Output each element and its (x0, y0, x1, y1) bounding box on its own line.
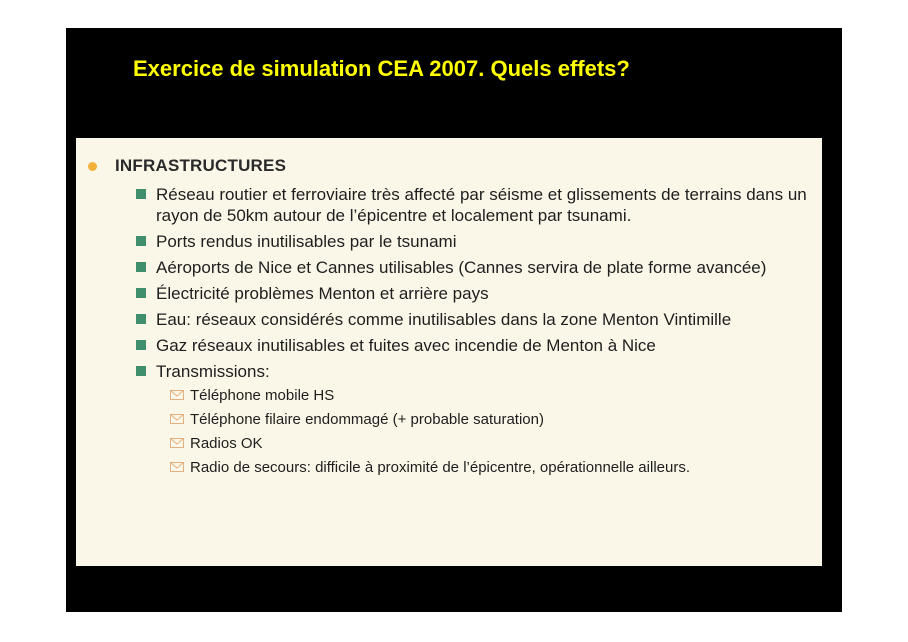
green-square-icon (136, 340, 146, 350)
list-item-text: Gaz réseaux inutilisables et fuites avec incendie de Menton à Nice (156, 336, 656, 355)
sub-list-item-text: Téléphone mobile HS (190, 387, 335, 404)
scanned-document (76, 138, 822, 566)
heading-row (88, 156, 286, 176)
list-item (136, 231, 816, 252)
green-square-icon (136, 236, 146, 246)
list-item-text: Aéroports de Nice et Cannes utilisables (Cannes servira de plate forme avancée) (156, 258, 767, 277)
list-item (136, 257, 816, 278)
envelope-icon (170, 462, 184, 472)
list-item (136, 361, 816, 477)
envelope-icon (170, 414, 184, 424)
sub-list-item (170, 386, 816, 405)
list-item-text: Transmissions: (156, 362, 270, 381)
orange-dot-icon (88, 162, 97, 171)
green-square-icon (136, 314, 146, 324)
sub-list-item-text: Radios OK (190, 435, 263, 452)
list-item (136, 184, 816, 226)
bullet-list (136, 184, 816, 482)
sub-list-item-text: Téléphone filaire endommagé (+ probable saturation) (190, 411, 544, 428)
envelope-icon (170, 390, 184, 400)
envelope-icon (170, 438, 184, 448)
green-square-icon (136, 262, 146, 272)
list-item-text: Électricité problèmes Menton et arrière pays (156, 284, 489, 303)
sub-list-item (170, 410, 816, 429)
sub-list-item-text: Radio de secours: difficile à proximité de l’épicentre, opérationnelle ailleurs. (190, 459, 690, 476)
list-item (136, 335, 816, 356)
list-item-text: Réseau routier et ferroviaire très affecté par séisme et glissements de terrains dans un rayon de 50km autour de l’épicentre et localement par tsunami. (156, 185, 807, 225)
slide (66, 28, 842, 612)
slide-title: Exercice de simulation CEA 2007. Quels effets? (133, 56, 630, 81)
section-heading: INFRASTRUCTURES (115, 156, 287, 175)
green-square-icon (136, 288, 146, 298)
list-item (136, 309, 816, 330)
sub-list-item (170, 434, 816, 453)
sub-list (156, 386, 816, 477)
green-square-icon (136, 366, 146, 376)
list-item-text: Eau: réseaux considérés comme inutilisables dans la zone Menton Vintimille (156, 310, 732, 329)
list-item (136, 283, 816, 304)
sub-list-item (170, 458, 816, 477)
green-square-icon (136, 189, 146, 199)
list-item-text: Ports rendus inutilisables par le tsunami (156, 232, 457, 251)
